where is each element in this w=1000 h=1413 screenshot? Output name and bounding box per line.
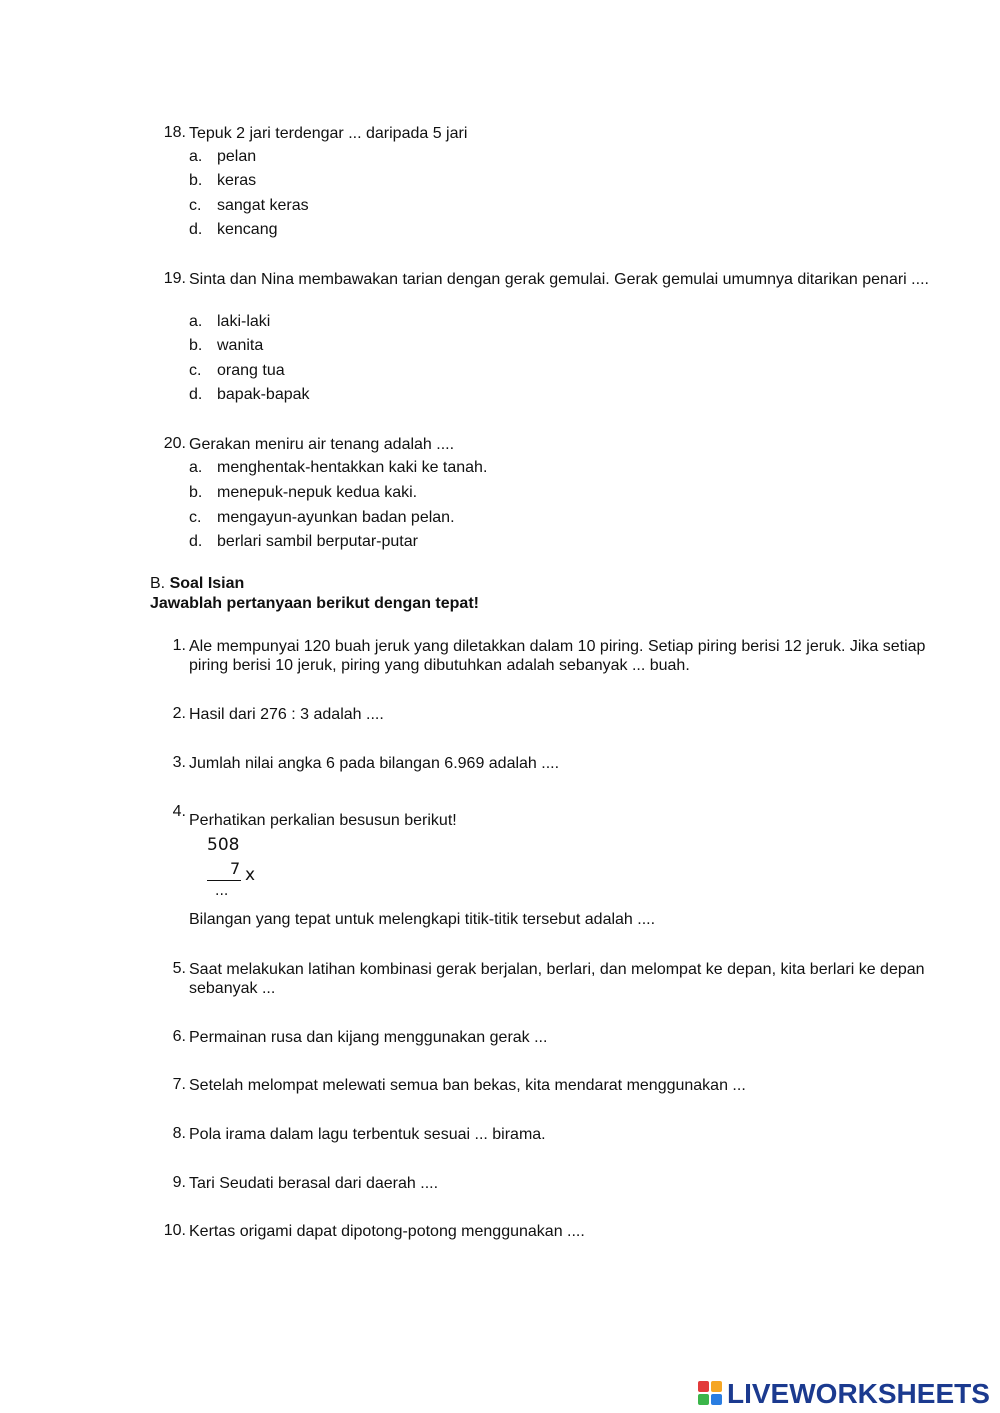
option-letter: a. <box>189 313 203 330</box>
option-letter: d. <box>189 221 203 238</box>
logo-text: LIVEWORKSHEETS <box>727 1378 990 1409</box>
option-text: kencang <box>217 221 278 238</box>
option-text: sangat keras <box>217 197 309 214</box>
question-text: Permainan rusa dan kijang menggunakan gerak ... <box>189 1029 548 1046</box>
question-text: Setelah melompat melewati semua ban bekas, kita mendarat menggunakan ... <box>189 1077 746 1094</box>
option-letter: a. <box>189 148 203 165</box>
column-multiplication <box>205 835 275 905</box>
section-prefix: B. <box>150 575 166 592</box>
question-number: 9. <box>172 1174 186 1191</box>
option-text: menepuk-nepuk kedua kaki. <box>217 484 418 501</box>
question-text: Pola irama dalam lagu terbentuk sesuai ... birama. <box>189 1126 546 1143</box>
question-text: Tepuk 2 jari terdengar ... daripada 5 jari <box>189 125 468 142</box>
option-letter: b. <box>189 337 203 354</box>
option-text: wanita <box>217 337 264 354</box>
option-text: pelan <box>217 148 257 165</box>
option-letter: a. <box>189 459 203 476</box>
section-b-heading <box>150 575 244 593</box>
option-letter: d. <box>189 533 203 550</box>
question-number: 10. <box>163 1222 186 1239</box>
question-number: 8. <box>172 1125 186 1142</box>
question-number: 3. <box>172 754 186 771</box>
option-letter: c. <box>189 509 202 526</box>
option-text: menghentak-hentakkan kaki ke tanah. <box>217 459 488 476</box>
sum-line <box>207 880 241 881</box>
question-number: 2. <box>172 705 186 722</box>
section-title: Soal Isian <box>169 575 245 592</box>
question-number: 7. <box>172 1076 186 1093</box>
option-text: keras <box>217 172 257 189</box>
question-number: 18. <box>163 124 186 141</box>
multiplicand: 508 <box>207 835 240 855</box>
question-text: Hasil dari 276 : 3 adalah .... <box>189 706 384 723</box>
multiplier: 7 <box>230 859 241 878</box>
question-text: Gerakan meniru air tenang adalah .... <box>189 436 455 453</box>
option-letter: c. <box>189 362 202 379</box>
option-text: bapak-bapak <box>217 386 310 403</box>
option-letter: c. <box>189 197 202 214</box>
option-letter: b. <box>189 484 203 501</box>
question-number: 5. <box>172 960 186 977</box>
question-text: Kertas origami dapat dipotong-potong menggunakan .... <box>189 1223 585 1240</box>
question-number: 6. <box>172 1028 186 1045</box>
option-text: orang tua <box>217 362 285 379</box>
question-text: Tari Seudati berasal dari daerah .... <box>189 1175 439 1192</box>
question-number: 1. <box>172 637 186 654</box>
question-number: 19. <box>163 270 186 287</box>
question-number: 4. <box>172 803 186 820</box>
question-text: Ale mempunyai 120 buah jeruk yang diletakkan dalam 10 piring. Setiap piring berisi 12 jeruk. Jika setiap piring berisi 10 jeruk, piring yang dibutuhkan adalah sebanyak ... buah. <box>189 638 926 674</box>
question-number: 20. <box>163 435 186 452</box>
option-text: berlari sambil berputar-putar <box>217 533 418 550</box>
question-text: Sinta dan Nina membawakan tarian dengan gerak gemulai. Gerak gemulai umumnya ditarikan penari .... <box>189 271 929 288</box>
option-text: mengayun-ayunkan badan pelan. <box>217 509 455 526</box>
result-dots: ... <box>215 883 229 899</box>
option-text: laki-laki <box>217 313 271 330</box>
section-instruction: Jawablah pertanyaan berikut dengan tepat! <box>150 595 479 612</box>
option-letter: b. <box>189 172 203 189</box>
liveworksheets-logo-icon <box>697 1380 723 1406</box>
question-text: Saat melakukan latihan kombinasi gerak berjalan, berlari, dan melompat ke depan, kita berlari ke depan sebanyak ... <box>189 961 925 997</box>
question-text: Perhatikan perkalian besusun berikut! <box>189 812 457 829</box>
option-letter: d. <box>189 386 203 403</box>
multiply-sign: x <box>245 865 256 885</box>
question-followup-text: Bilangan yang tepat untuk melengkapi titik-titik tersebut adalah .... <box>189 911 656 928</box>
question-text: Jumlah nilai angka 6 pada bilangan 6.969 adalah .... <box>189 755 560 772</box>
